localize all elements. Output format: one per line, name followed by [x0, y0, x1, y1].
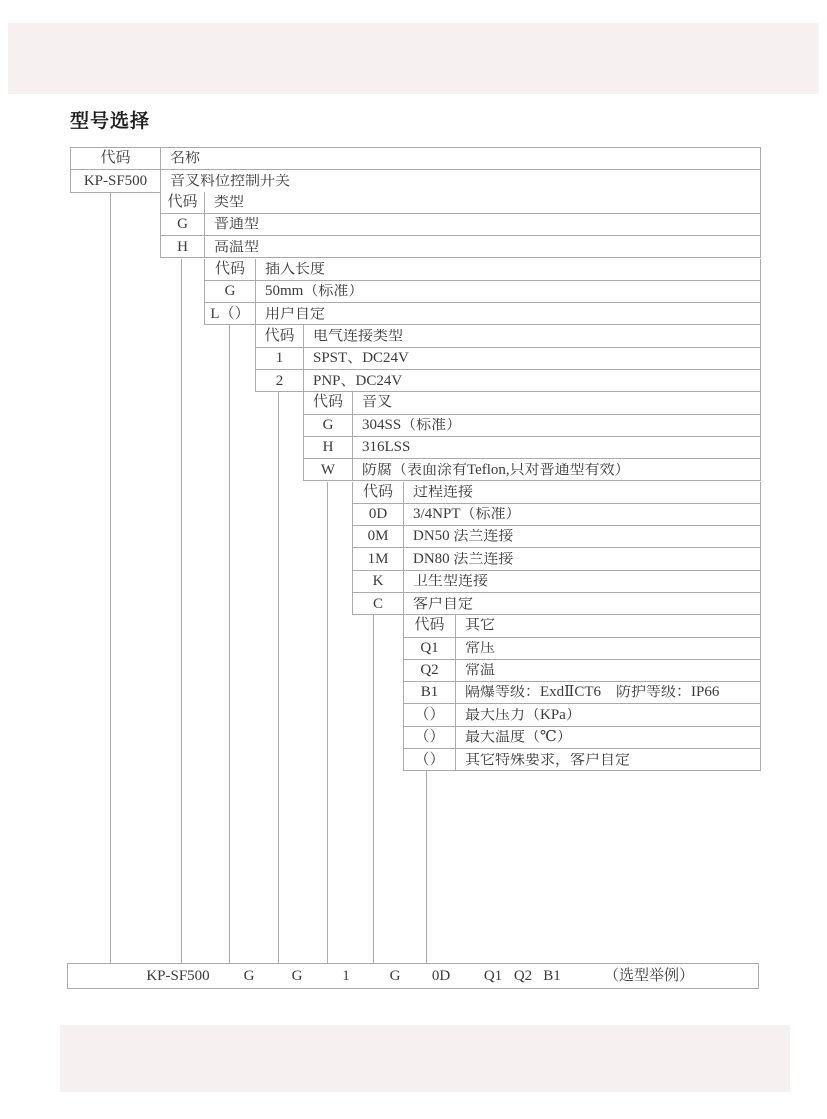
desc-cell: 类型 [214, 194, 245, 210]
code-cell: C [353, 593, 404, 615]
table-row [404, 660, 760, 682]
desc-cell: 客户自定 [413, 596, 474, 612]
table-row [353, 548, 760, 570]
code-cell: G [205, 281, 256, 302]
desc-cell: 防腐（表面涂有Teflon,只对普通型有效） [362, 462, 630, 478]
code-cell: G [161, 214, 205, 235]
code-cell: 代码 [256, 325, 304, 346]
code-cell: KP-SF500 [71, 170, 161, 192]
connector-line [229, 325, 230, 963]
desc-cell: 其它特殊要求，客户自定 [465, 752, 631, 768]
code-cell: 代码 [71, 148, 161, 169]
table-row [353, 593, 760, 615]
code-cell: B1 [404, 682, 456, 703]
example-value: 0D [431, 968, 451, 984]
code-level-4 [303, 392, 761, 481]
code-level-2 [204, 259, 761, 326]
desc-cell: 50mm（标准） [265, 283, 364, 299]
table-row [256, 348, 760, 370]
table-row [205, 281, 760, 303]
example-value: G [291, 968, 303, 984]
example-value: G [389, 968, 401, 984]
table-row [404, 704, 760, 726]
code-cell: Q2 [404, 660, 456, 681]
desc-cell: DN50 法兰连接 [413, 529, 514, 545]
code-cell: 2 [256, 370, 304, 392]
example-row [67, 963, 759, 989]
example-value: Q1 [483, 968, 503, 984]
table-row [353, 571, 760, 593]
code-level-6 [403, 615, 761, 771]
desc-cell: SPST、DC24V [313, 350, 409, 366]
header-row [404, 615, 760, 637]
code-cell: 1M [353, 548, 404, 569]
table-row [304, 415, 760, 437]
header-row [353, 482, 760, 504]
code-cell: 0M [353, 526, 404, 547]
desc-cell: 最大温度（℃） [465, 729, 572, 745]
header-row [304, 392, 760, 414]
code-cell: H [304, 437, 353, 458]
code-cell: K [353, 571, 404, 592]
desc-cell: 用户自定 [265, 306, 326, 322]
table-row [353, 526, 760, 548]
code-cell: 代码 [161, 192, 205, 213]
desc-cell: 隔爆等级：ExdⅡCT6 防护等级：IP66 [465, 685, 720, 701]
table-row [404, 638, 760, 660]
desc-cell: 3/4NPT（标准） [413, 506, 521, 522]
code-cell: （） [404, 727, 456, 748]
desc-cell: 普通型 [214, 217, 260, 233]
connector-line [181, 259, 182, 964]
page-title: 型号选择 [70, 111, 151, 132]
desc-cell: 304SS（标准） [362, 417, 462, 433]
code-cell: 代码 [304, 392, 353, 413]
code-cell: Q1 [404, 638, 456, 659]
code-cell: 0D [353, 504, 404, 525]
connector-line [110, 192, 111, 963]
code-level-1 [160, 192, 761, 259]
table-row [404, 727, 760, 749]
code-cell: 1 [256, 348, 304, 369]
example-value: Q2 [513, 968, 533, 984]
desc-cell: 插入长度 [265, 261, 326, 277]
desc-cell: 高温型 [214, 239, 260, 255]
code-cell: 代码 [205, 259, 256, 280]
table-row [161, 214, 760, 236]
desc-cell: 过程连接 [413, 484, 474, 500]
code-cell: W [304, 459, 353, 481]
desc-cell: 其它 [465, 618, 496, 634]
desc-cell: PNP、DC24V [313, 373, 403, 389]
connector-line [327, 482, 328, 964]
header-row [161, 192, 760, 214]
header-row [205, 259, 760, 281]
table-row [304, 459, 760, 481]
table-row [404, 749, 760, 771]
header-row [71, 148, 760, 170]
code-cell: 代码 [353, 482, 404, 503]
code-level-3 [255, 325, 761, 392]
table-row [353, 504, 760, 526]
desc-cell: 名称 [170, 151, 201, 167]
desc-cell: 最大压力（KPa） [465, 707, 581, 723]
code-cell: （） [404, 704, 456, 725]
desc-cell: 316LSS [362, 440, 411, 456]
connector-line [373, 615, 374, 963]
table-row [205, 303, 760, 325]
example-label: （选型举例） [603, 968, 695, 984]
example-value: KP-SF500 [146, 968, 210, 984]
table-row [404, 682, 760, 704]
header-row [256, 325, 760, 347]
code-cell: L（） [205, 303, 256, 325]
code-cell: H [161, 236, 205, 258]
table-row [161, 236, 760, 258]
table-row [304, 437, 760, 459]
desc-cell: 常压 [465, 640, 496, 656]
code-level-0 [70, 147, 761, 193]
code-cell: （） [404, 749, 456, 771]
desc-cell: 卫生型连接 [413, 573, 489, 589]
table-row [71, 170, 760, 192]
desc-cell: DN80 法兰连接 [413, 551, 514, 567]
example-value: G [243, 968, 255, 984]
connector-line [426, 771, 427, 963]
code-cell: 代码 [404, 615, 456, 636]
code-cell: G [304, 415, 353, 436]
example-value: 1 [342, 968, 350, 984]
desc-cell: 常温 [465, 663, 496, 679]
example-value: B1 [543, 968, 561, 984]
connector-line [278, 392, 279, 963]
desc-cell: 音叉料位控制开关 [170, 173, 291, 189]
desc-cell: 电气连接类型 [313, 328, 404, 344]
bottom-band [60, 1025, 790, 1092]
code-level-5 [352, 482, 761, 616]
table-row [256, 370, 760, 392]
desc-cell: 音叉 [362, 395, 393, 411]
